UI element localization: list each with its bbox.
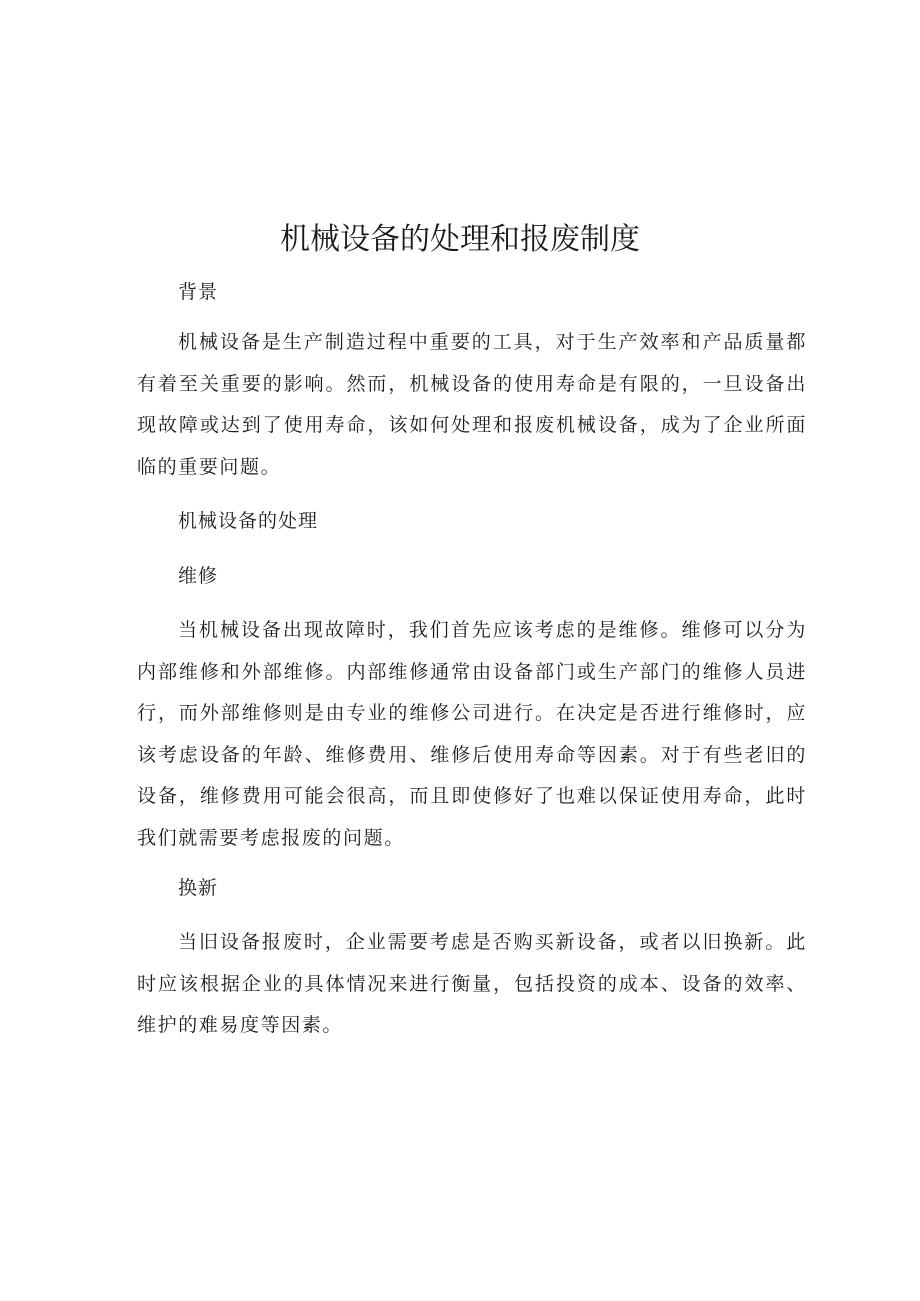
repair-paragraph: 当机械设备出现故障时，我们首先应该考虑的是维修。维修可以分为内部维修和外部维修。内部维修通常由设备部门或生产部门的维修人员进行，而外部维修则是由专业的维修公司进行。在决定是否进行维修时，应该考虑设备的年龄、维修费用、维修后使用寿命等因素。对于有些老旧的设备，维修费用可能会很高，而且即使修好了也难以保证使用寿命，此时我们就需要考虑报废的问题。 — [137, 619, 807, 849]
replacement-paragraph: 当旧设备报废时，企业需要考虑是否购买新设备，或者以旧换新。此时应该根据企业的具体情况来进行衡量，包括投资的成本、设备的效率、维护的难易度等因素。 — [137, 931, 807, 1036]
background-paragraph: 机械设备是生产制造过程中重要的工具，对于生产效率和产品质量都有着至关重要的影响。然而，机械设备的使用寿命是有限的，一旦设备出现故障或达到了使用寿命，该如何处理和报废机械设备，成为了企业所面临的重要问题。 — [137, 331, 807, 478]
section-heading-replacement: 换新 — [178, 877, 219, 899]
section-heading-background: 背景 — [178, 281, 219, 303]
section-heading-repair: 维修 — [178, 565, 219, 587]
document-title: 机械设备的处理和报废制度 — [280, 222, 640, 257]
section-heading-processing: 机械设备的处理 — [178, 510, 319, 532]
